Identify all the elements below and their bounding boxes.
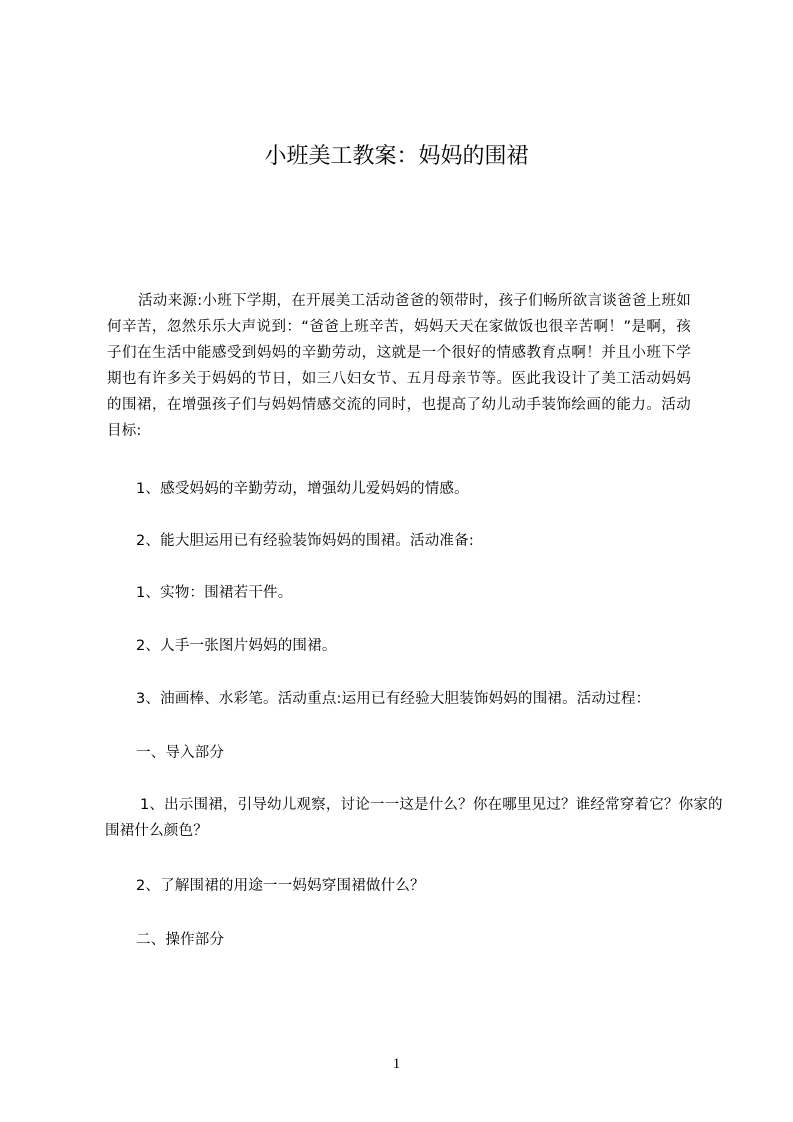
goal-item-1: 1、感受妈妈的辛勤劳动，增强幼儿爱妈妈的情感。	[136, 481, 469, 497]
preparation-item-2: 2、人手一张图片妈妈的围裙。	[136, 638, 337, 654]
page-number: 1	[392, 1056, 401, 1072]
document-title: 小班美工教案：妈妈的围裙	[264, 144, 529, 169]
process-item-1: 1、出示围裙，引导幼儿观察，讨论一一这是什么？你在哪里见过？谁经常穿着它？你家的围裙什么颜色？	[105, 797, 723, 839]
preparation-item-3: 3、油画棒、水彩笔。活动重点:运用已有经验大胆装饰妈妈的围裙。活动过程：	[136, 691, 651, 707]
preparation-item-1: 1、实物：围裙若干件。	[136, 585, 293, 601]
goal-item-2: 2、能大胆运用已有经验装饰妈妈的围裙。活动准备:	[136, 533, 474, 549]
intro-paragraph: 活动来源:小班下学期，在开展美工活动爸爸的领带时，孩子们畅所欲言谈爸爸上班如何辛苦，忽然乐乐大声说到：“爸爸上班辛苦，妈妈天天在家做饭也很辛苦啊！”是啊，孩子们在生活中能感受到妈妈的辛勤劳动，这就是一个很好的情感教育点啊！并且小班下学期也有许多关于妈妈的节日，如三八妇女节、五月母亲节等。医此我设计了美工活动妈妈的围裙，在增强孩子们与妈妈情感交流的同时，也提高了幼儿动手装饰绘画的能力。活动目标:	[107, 293, 691, 439]
section-heading-operation: 二、操作部分	[136, 932, 225, 948]
section-heading-intro: 一、导入部分	[136, 745, 225, 761]
process-item-2: 2、了解围裙的用途一一妈妈穿围裙做什么？	[136, 878, 425, 894]
